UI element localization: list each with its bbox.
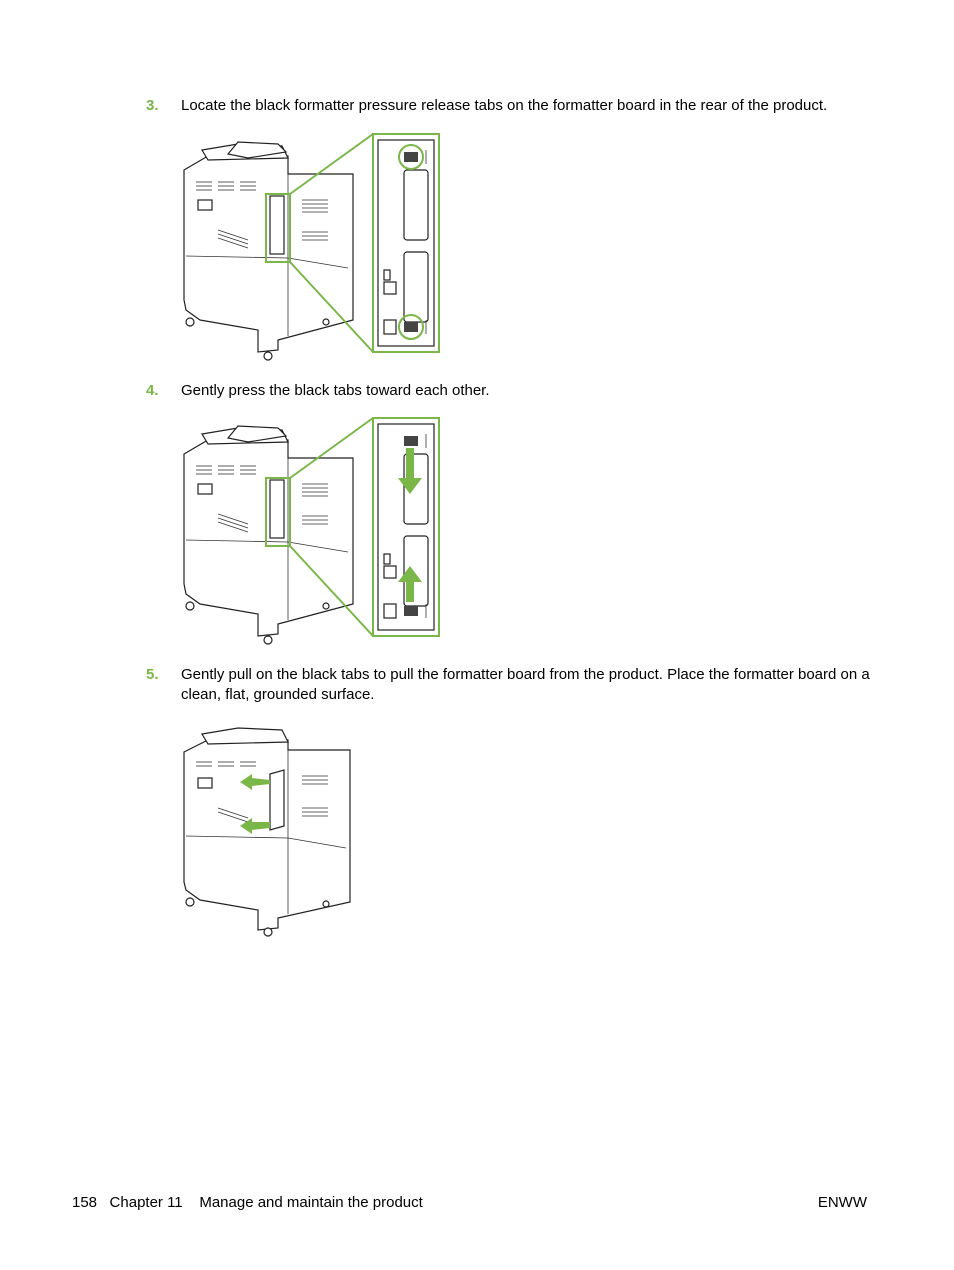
step-text: Gently pull on the black tabs to pull the formatter board from the product. Place the formatter board on a clean, flat, grounded surface.: [181, 666, 870, 703]
printer-press-illustration: [178, 414, 443, 646]
chapter-title: Manage and maintain the product: [199, 1194, 423, 1211]
figure-locate-tabs: [178, 130, 443, 362]
document-label: ENWW: [817, 1194, 867, 1211]
page-number: 158: [72, 1194, 98, 1211]
step-text: Locate the black formatter pressure release tabs on the formatter board in the rear of the product.: [181, 97, 828, 114]
chapter-label: Chapter 11: [109, 1194, 183, 1211]
step-number: 4.: [146, 382, 159, 399]
step-number: 3.: [146, 97, 159, 114]
footer-right: [818, 1193, 867, 1213]
step-text: Gently press the black tabs toward each other.: [181, 382, 490, 399]
figure-press-tabs: [178, 414, 443, 646]
printer-formatter-illustration: [178, 130, 443, 362]
step-number: 5.: [146, 666, 159, 683]
printer-pull-illustration: [178, 722, 358, 937]
figure-pull-board: [178, 722, 358, 937]
footer-left: [72, 1193, 423, 1213]
formatter-board: [270, 770, 284, 830]
